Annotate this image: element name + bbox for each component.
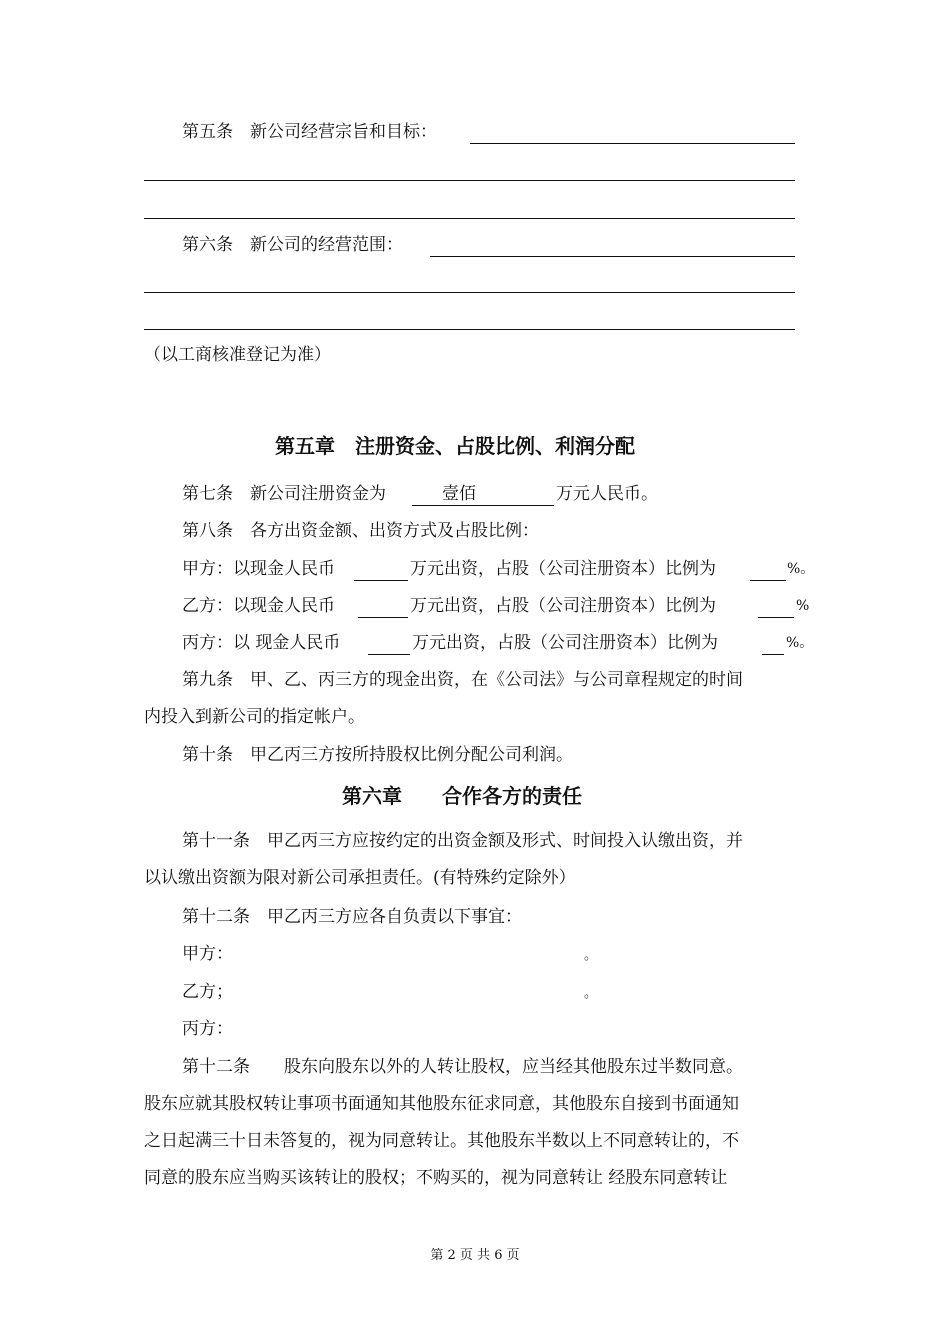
party-c-amount-blank [368, 654, 410, 655]
article-11-line-2: 以认缴出资额为限对新公司承担责任。(有特殊约定除外） [144, 868, 576, 888]
article-12b-line-3: 之日起满三十日未答复的，视为同意转让。其他股东半数以上不同意转让的，不 [144, 1131, 739, 1151]
article-5-label: 第五条 新公司经营宗旨和目标： [182, 122, 437, 142]
chapter-5-title: 第五章 注册资金、占股比例、利润分配 [275, 434, 635, 458]
duty-party-c-label: 丙方： [182, 1019, 233, 1039]
article-10: 第十条 甲乙丙三方按所持股权比例分配公司利润。 [182, 745, 573, 765]
party-c-ratio-blank [762, 654, 784, 655]
duty-party-a-label: 甲方： [182, 944, 233, 964]
duty-party-b-label: 乙方； [182, 982, 233, 1002]
party-b-suffix: % [796, 598, 810, 614]
party-a-mid: 万元出资，占股（公司注册资本）比例为 [410, 559, 716, 579]
article-5-blank-line [144, 218, 795, 219]
registered-capital-underline [412, 505, 554, 506]
article-7-suffix: 万元人民币。 [556, 484, 658, 504]
article-12-label: 第十二条 甲乙丙三方应各自负责以下事宜： [182, 907, 522, 927]
party-a-suffix: %。 [787, 561, 815, 577]
article-6-blank-line [144, 292, 795, 293]
chapter-6-title: 第六章 合作各方的责任 [342, 784, 582, 808]
party-a-ratio-blank [750, 580, 786, 581]
article-6-blank-line [144, 329, 795, 330]
article-9-line-2: 内投入到新公司的指定帐户。 [144, 707, 365, 727]
registered-capital-amount: 壹佰 [442, 484, 476, 504]
party-b-ratio-blank [758, 617, 794, 618]
party-a-amount-blank [354, 580, 408, 581]
article-12b-line-1: 第十二条 股东向股东以外的人转让股权，应当经其他股东过半数同意。 [182, 1057, 743, 1077]
page-footer: 第 2 页 共 6 页 [430, 1248, 520, 1263]
article-12b-line-2: 股东应就其股权转让事项书面通知其他股东征求同意，其他股东自接到书面通知 [144, 1094, 739, 1114]
party-b-amount-blank [358, 617, 408, 618]
article-8-label: 第八条 各方出资金额、出资方式及占股比例： [182, 521, 539, 541]
party-b-prefix: 乙方：以现金人民币 [182, 596, 335, 616]
registration-note: （以工商核准登记为准） [144, 345, 331, 365]
article-6-label: 第六条 新公司的经营范围： [182, 235, 403, 255]
article-11-line-1: 第十一条 甲乙丙三方应按约定的出资金额及形式、时间投入认缴出资，并 [182, 831, 743, 851]
article-12b-line-4: 同意的股东应当购买该转让的股权；不购买的，视为同意转让 经股东同意转让 [144, 1168, 728, 1188]
party-c-mid: 万元出资，占股（公司注册资本）比例为 [412, 633, 718, 653]
article-7-prefix: 第七条 新公司注册资金为 [182, 484, 386, 504]
party-b-mid: 万元出资，占股（公司注册资本）比例为 [410, 596, 716, 616]
article-6-blank-line [430, 256, 795, 257]
article-5-blank-line [144, 180, 795, 181]
duty-party-a-period: 。 [584, 948, 598, 963]
duty-party-b-period: 。 [584, 986, 598, 1001]
party-c-suffix: %。 [786, 635, 814, 651]
article-5-blank-line [470, 143, 795, 144]
party-a-prefix: 甲方：以现金人民币 [182, 559, 335, 579]
party-c-prefix: 丙方：以 现金人民币 [182, 633, 341, 653]
article-9-line-1: 第九条 甲、乙、丙三方的现金出资，在《公司法》与公司章程规定的时间 [182, 670, 743, 690]
